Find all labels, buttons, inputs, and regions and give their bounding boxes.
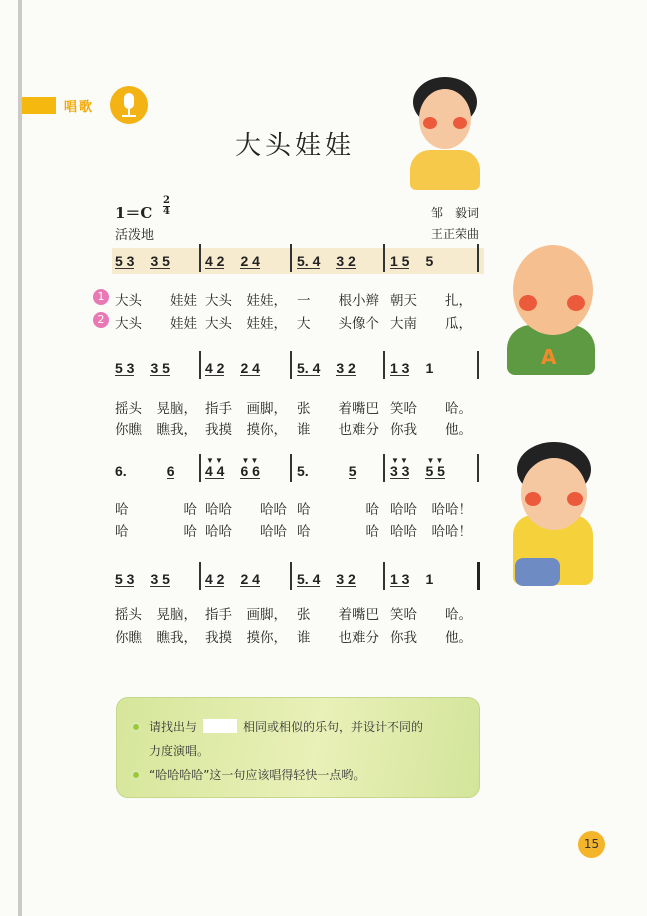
- measure: [205, 248, 276, 274]
- lyric-word: 头像个: [338, 316, 379, 332]
- notation-row: [112, 566, 484, 592]
- lyric-line: [112, 289, 484, 309]
- lyric-word: 摇头: [115, 607, 142, 623]
- lyric-line: [112, 603, 484, 623]
- highlight-swatch: [203, 719, 237, 733]
- composer: 王正荣曲: [430, 227, 479, 241]
- note-group: 6.: [115, 463, 127, 479]
- lyric-word: 哈: [365, 524, 379, 540]
- boy-illustration-a: A: [505, 245, 600, 380]
- note-group: 3 3 ▼ ▼: [390, 455, 410, 479]
- tip-1-continued: 力度演唱。: [149, 744, 210, 758]
- lyric-word: 画脚，: [246, 401, 287, 417]
- accent-mark-icon: ▼: [391, 455, 399, 465]
- lyric-word: 晃脑，: [156, 607, 197, 623]
- measure: [297, 458, 372, 484]
- accent-mark-icon: ▼: [241, 455, 250, 465]
- lyric-word: 摸你，: [246, 630, 287, 646]
- lyric-word: 笑哈: [390, 607, 417, 623]
- lyric-word: 晃脑，: [156, 401, 197, 417]
- accent-mark-icon: ▼: [400, 455, 408, 465]
- bullet-icon: [131, 770, 141, 780]
- lyric-word: 他。: [445, 422, 472, 438]
- lyric-word: 大: [297, 316, 311, 332]
- lyric-word: 大头: [115, 293, 142, 309]
- measure: [115, 355, 186, 381]
- note-group: 3 2: [336, 252, 356, 269]
- barline: [290, 562, 292, 590]
- lyric-line: [112, 626, 484, 646]
- note-group: 4 2: [205, 252, 225, 269]
- barline: [290, 351, 292, 379]
- lyric-cell: [297, 626, 379, 646]
- lyric-word: 哈: [183, 502, 197, 518]
- final-barline: [477, 562, 480, 590]
- note-group: 5. 4: [297, 359, 321, 376]
- note-group: 3 5: [150, 252, 170, 269]
- lyric-word: 我摸: [205, 630, 232, 646]
- lyric-word: 张: [297, 401, 311, 417]
- lyric-word: 你瞧: [115, 422, 142, 438]
- lyric-word: 哈: [115, 502, 129, 518]
- accent-mark-icon: ▼: [206, 455, 214, 465]
- lyric-cell: [205, 626, 287, 646]
- lyric-word: 朝天: [390, 293, 417, 309]
- measure: [205, 455, 276, 484]
- lyric-word: 哈哈: [260, 502, 287, 518]
- lyric-cell: [115, 520, 197, 540]
- lyric-word: 着嘴巴: [338, 401, 379, 417]
- lyric-word: 哈哈: [205, 502, 232, 518]
- note-group: 5 3: [115, 252, 135, 269]
- barline: [199, 454, 201, 482]
- lyric-cell: [205, 289, 287, 309]
- lyric-word: 哈。: [445, 607, 472, 623]
- accent-mark-icon: ▼: [426, 455, 435, 465]
- lyric-word: 哈哈: [260, 524, 287, 540]
- measure: [205, 355, 276, 381]
- lyric-word: 扎，: [445, 293, 472, 309]
- measure: [390, 248, 449, 274]
- note-group: 5. 4: [297, 252, 321, 269]
- barline: [199, 351, 201, 379]
- lyric-line: [112, 498, 484, 518]
- lyric-word: 哈哈: [390, 502, 417, 518]
- lyric-word: 哈哈！: [431, 502, 472, 518]
- note-group: 1 5: [390, 252, 410, 269]
- lyric-word: 着嘴巴: [338, 607, 379, 623]
- lyric-word: 哈哈！: [431, 524, 472, 540]
- note-group: 5 5 ▼ ▼: [425, 455, 445, 479]
- lyric-cell: [115, 626, 197, 646]
- lyric-cell: [115, 418, 197, 438]
- barline: [383, 454, 385, 482]
- barline: [383, 244, 385, 272]
- bullet-icon: [131, 722, 141, 732]
- note-group: 2 4: [240, 570, 260, 587]
- lyric-word: 也难分: [338, 422, 379, 438]
- song-title: 大头娃娃: [235, 131, 356, 161]
- lyric-word: 根小辫: [338, 293, 379, 309]
- lyric-word: 他。: [445, 630, 472, 646]
- measure: [115, 248, 186, 274]
- lyric-cell: [205, 397, 287, 417]
- lyric-word: 娃娃: [170, 293, 197, 309]
- lyric-word: 瓜，: [445, 316, 472, 332]
- lyric-cell: [390, 397, 472, 417]
- note-group: 5. 4: [297, 570, 321, 587]
- barline: [290, 454, 292, 482]
- lyric-word: 大头: [115, 316, 142, 332]
- note-group: 3 2: [336, 359, 356, 376]
- notation-row: [112, 248, 484, 274]
- lyric-word: 瞧我，: [156, 422, 197, 438]
- lyric-word: 也难分: [338, 630, 379, 646]
- notation-row: [112, 455, 484, 484]
- lyric-word: 娃娃: [170, 316, 197, 332]
- note-group: 6: [166, 462, 175, 479]
- lyric-cell: [390, 520, 472, 540]
- section-tab-marker: [22, 97, 56, 114]
- lyric-word: 哈: [365, 502, 379, 518]
- lyric-cell: [297, 498, 379, 518]
- lyric-word: 我摸: [205, 422, 232, 438]
- notation-row: [112, 355, 484, 381]
- tips-box: [116, 697, 480, 798]
- lyric-word: 哈: [115, 524, 129, 540]
- note-group: 4 4 ▼ ▼: [205, 455, 225, 479]
- lyricist: 邹 毅词: [430, 206, 479, 220]
- lyric-word: 哈: [297, 524, 311, 540]
- note-group: 1: [425, 360, 434, 376]
- tip-1: 请找出与 相同或相似的乐句，并设计不同的: [131, 718, 423, 735]
- lyric-cell: [297, 397, 379, 417]
- note-group: 1 3: [390, 570, 410, 587]
- measure: [115, 566, 186, 592]
- lyric-cell: [297, 289, 379, 309]
- note-group: 4 2: [205, 359, 225, 376]
- lyric-cell: [115, 312, 197, 332]
- barline: [199, 562, 201, 590]
- lyric-cell: [390, 312, 472, 332]
- lyric-cell: [205, 520, 287, 540]
- lyric-cell: [115, 397, 197, 417]
- lyric-word: 摸你，: [246, 422, 287, 438]
- lyric-line: [112, 312, 484, 332]
- note-group: 1 3: [390, 359, 410, 376]
- note-group: 5 3: [115, 570, 135, 587]
- microphone-icon: [110, 86, 148, 124]
- note-group: 4 2: [205, 570, 225, 587]
- lyric-cell: [205, 603, 287, 623]
- lyric-word: 一: [297, 293, 311, 309]
- lyric-word: 大南: [390, 316, 417, 332]
- measure: [390, 455, 461, 484]
- page-spine: [18, 0, 22, 916]
- lyric-word: 摇头: [115, 401, 142, 417]
- lyric-cell: [390, 626, 472, 646]
- lyric-cell: [297, 418, 379, 438]
- note-group: 3 5: [150, 359, 170, 376]
- lyric-word: 张: [297, 607, 311, 623]
- barline: [383, 562, 385, 590]
- lyric-cell: [205, 312, 287, 332]
- note-group: 6 6 ▼ ▼: [240, 455, 260, 479]
- tip-2: “哈哈哈哈”这一句应该唱得轻快一点哟。: [131, 766, 365, 783]
- note-group: 5: [348, 462, 357, 479]
- lyric-line: [112, 520, 484, 540]
- lyric-cell: [390, 603, 472, 623]
- barline: [477, 244, 479, 272]
- lyric-word: 哈哈: [390, 524, 417, 540]
- tempo-marking: 活泼地: [115, 228, 155, 243]
- verse-number-1: 1: [93, 289, 109, 305]
- lyric-word: 哈。: [445, 401, 472, 417]
- boy-illustration-b: [505, 440, 605, 590]
- measure: [390, 355, 449, 381]
- lyric-cell: [297, 312, 379, 332]
- lyric-cell: [297, 603, 379, 623]
- lyric-word: 娃娃，: [246, 316, 287, 332]
- lyric-word: 指手: [205, 607, 232, 623]
- lyric-word: 谁: [297, 630, 311, 646]
- lyric-word: 你瞧: [115, 630, 142, 646]
- accent-mark-icon: ▼: [215, 455, 223, 465]
- girl-illustration: [405, 75, 485, 190]
- measure: [390, 566, 449, 592]
- lyric-word: 你我: [390, 630, 417, 646]
- note-group: 5.: [297, 463, 309, 479]
- barline: [383, 351, 385, 379]
- accent-mark-icon: ▼: [435, 455, 444, 465]
- barline: [290, 244, 292, 272]
- lyric-cell: [390, 289, 472, 309]
- lyric-word: 哈: [183, 524, 197, 540]
- measure: [205, 566, 276, 592]
- accent-mark-icon: ▼: [250, 455, 259, 465]
- time-signature: $\frac{2}{4}$: [163, 195, 170, 217]
- note-group: 5: [425, 253, 434, 269]
- measure: [297, 566, 372, 592]
- lyric-line: [112, 397, 484, 417]
- lyric-word: 瞧我，: [156, 630, 197, 646]
- lyric-cell: [390, 498, 472, 518]
- lyric-cell: [115, 498, 197, 518]
- lyric-word: 哈哈: [205, 524, 232, 540]
- barline: [477, 351, 479, 379]
- note-group: 3 2: [336, 570, 356, 587]
- lyric-word: 笑哈: [390, 401, 417, 417]
- measure: [297, 248, 372, 274]
- lyric-word: 画脚，: [246, 607, 287, 623]
- lyric-word: 哈: [297, 502, 311, 518]
- lyric-word: 娃娃，: [246, 293, 287, 309]
- page-number: 15: [578, 831, 605, 858]
- note-group: 1: [425, 571, 434, 587]
- section-label: 唱歌: [64, 100, 95, 115]
- measure: [297, 355, 372, 381]
- lyric-cell: [115, 603, 197, 623]
- barline: [199, 244, 201, 272]
- note-group: 2 4: [240, 252, 260, 269]
- lyric-cell: [115, 289, 197, 309]
- measure: [115, 458, 190, 484]
- lyric-word: 大头: [205, 316, 232, 332]
- note-group: 5 3: [115, 359, 135, 376]
- lyric-cell: [205, 498, 287, 518]
- lyric-word: 你我: [390, 422, 417, 438]
- key-signature: 1＝C: [115, 204, 153, 222]
- lyric-word: 大头: [205, 293, 232, 309]
- lyric-cell: [205, 418, 287, 438]
- lyric-word: 谁: [297, 422, 311, 438]
- lyric-line: [112, 418, 484, 438]
- lyric-cell: [297, 520, 379, 540]
- lyric-word: 指手: [205, 401, 232, 417]
- note-group: 3 5: [150, 570, 170, 587]
- barline: [477, 454, 479, 482]
- note-group: 2 4: [240, 359, 260, 376]
- lyric-cell: [390, 418, 472, 438]
- verse-number-2: 2: [93, 312, 109, 328]
